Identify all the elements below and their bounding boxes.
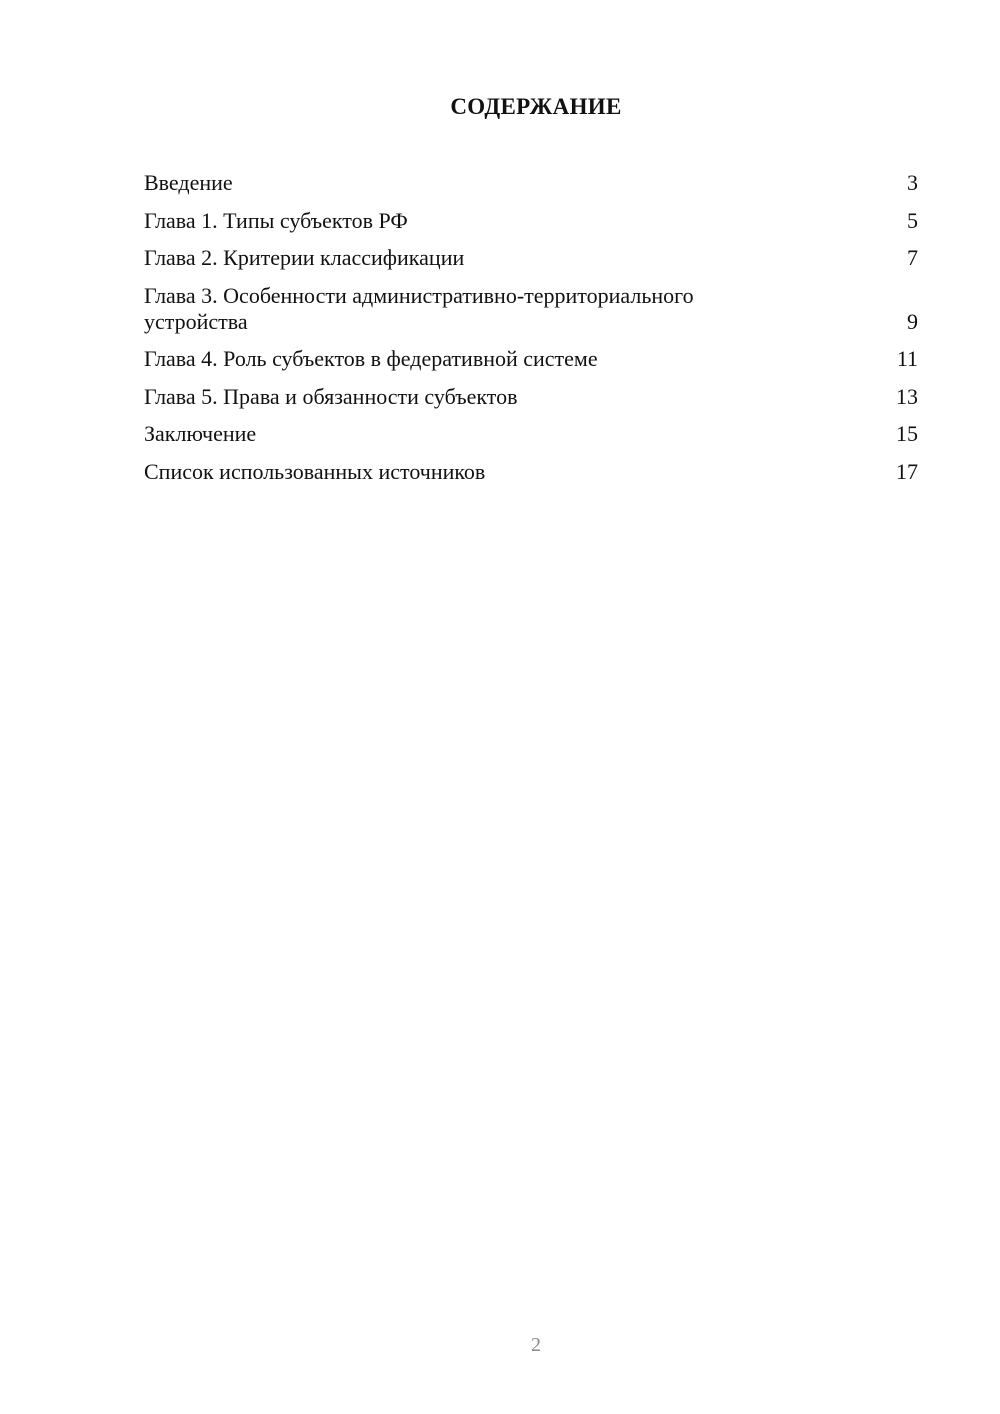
toc-entry-page: 3	[907, 170, 918, 195]
page-number: 2	[531, 1334, 541, 1356]
toc-entry-page: 13	[896, 383, 918, 409]
toc-entry-page: 17	[896, 458, 918, 484]
toc-entry-page: 11	[896, 346, 918, 371]
table-of-contents	[144, 170, 918, 496]
toc-entry-label: Глава 3. Особенности административно-территориального устройства	[144, 282, 694, 334]
toc-entry-page: 9	[907, 308, 918, 334]
toc-entry-page: 7	[907, 245, 918, 270]
toc-entry-label: Глава 5. Права и обязанности субъектов	[144, 383, 518, 409]
toc-entry-label: Заключение	[144, 421, 257, 446]
toc-entry-label: Список использованных источников	[144, 458, 486, 484]
toc-entry-chapter-4	[144, 346, 918, 372]
toc-entry-references	[144, 459, 918, 485]
toc-entry-chapter-1	[144, 208, 918, 234]
toc-entry-label: Глава 4. Роль субъектов в федеративной системе	[144, 346, 598, 371]
toc-entry-introduction	[144, 170, 918, 196]
toc-entry-page: 15	[896, 421, 918, 446]
page-title: СОДЕРЖАНИЕ	[450, 94, 622, 119]
toc-entry-label: Глава 1. Типы субъектов РФ	[144, 207, 408, 233]
toc-entry-conclusion	[144, 421, 918, 447]
toc-entry-page: 5	[907, 207, 918, 233]
toc-entry-label: Глава 2. Критерии классификации	[144, 245, 465, 270]
toc-entry-chapter-2	[144, 245, 918, 271]
toc-entry-label: Введение	[144, 170, 233, 195]
toc-entry-chapter-3	[144, 283, 918, 335]
toc-entry-chapter-5	[144, 384, 918, 410]
